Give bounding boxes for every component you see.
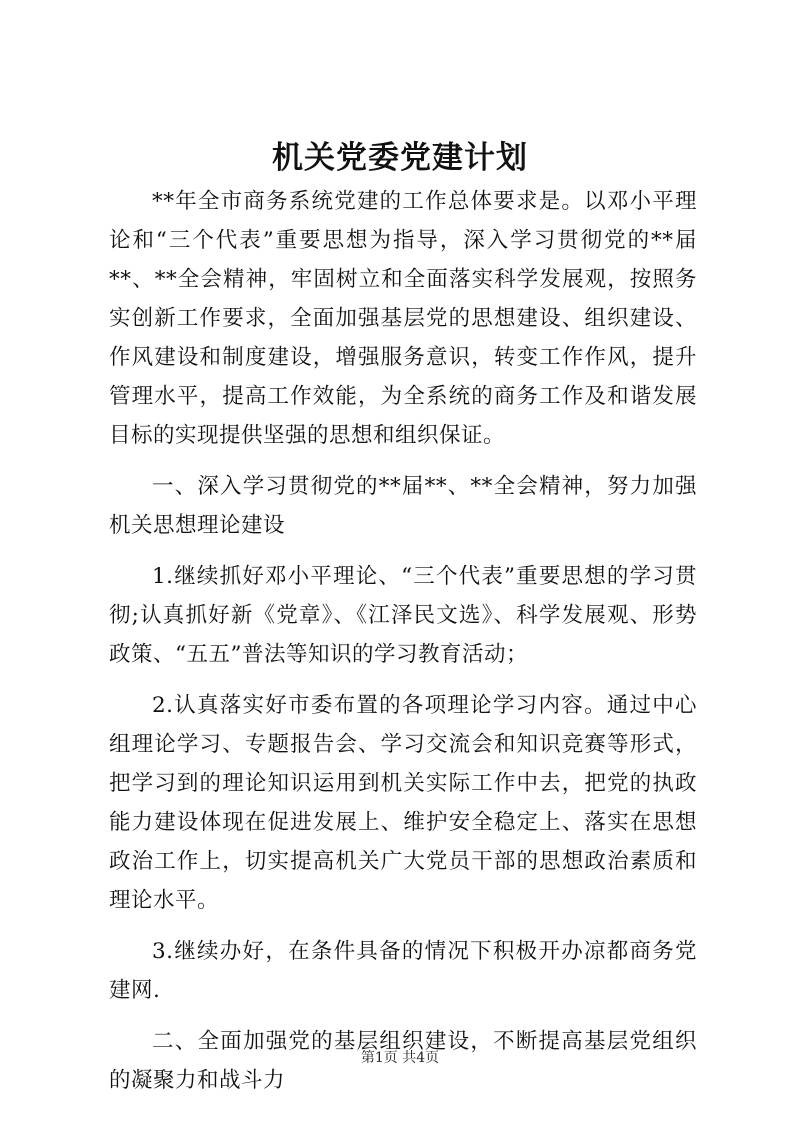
section-heading-1: 一、深入学习贯彻党的**届**、**全会精神，努力加强机关思想理论建设 <box>109 474 697 538</box>
list-item-1: 1.继续抓好邓小平理论、“三个代表”重要思想的学习贯彻;认真抓好新《党章》、《江泽民文选》、科学发展观、形势政策、“五五”普法等知识的学习教育活动； <box>109 564 697 667</box>
list-item-3: 3.继续办好，在条件具备的情况下积极开办凉都商务党建网. <box>109 939 697 1003</box>
list-item-2: 2.认真落实好市委布置的各项理论学习内容。通过中心组理论学习、专题报告会、学习交流会和知识竞赛等形式，把学习到的理论知识运用到机关实际工作中去，把党的执政能力建设体现在促进发展上、维护安全稳定上、落实在思想政治工作上，切实提高机关广大党员干部的思想政治素质和理论水平。 <box>109 693 697 913</box>
document-title: 机关党委党建计划 <box>272 140 528 176</box>
document-body <box>109 182 697 1100</box>
paragraph-intro: **年全市商务系统党建的工作总体要求是。以邓小平理论和“三个代表”重要思想为指导，深入学习贯彻党的**届**、**全会精神，牢固树立和全面落实科学发展观，按照务实创新工作要求，全面加强基层党的思想建设、组织建设、作风建设和制度建设，增强服务意识，转变工作作风，提升管理水平，提高工作效能，为全系统的商务工作及和谐发展目标的实现提供坚强的思想和组织保证。 <box>109 189 697 448</box>
section-heading-2: 二、全面加强党的基层组织建设，不断提高基层党组织的凝聚力和战斗力 <box>109 1029 697 1093</box>
page-number: 第1页 共4页 <box>360 1050 440 1066</box>
